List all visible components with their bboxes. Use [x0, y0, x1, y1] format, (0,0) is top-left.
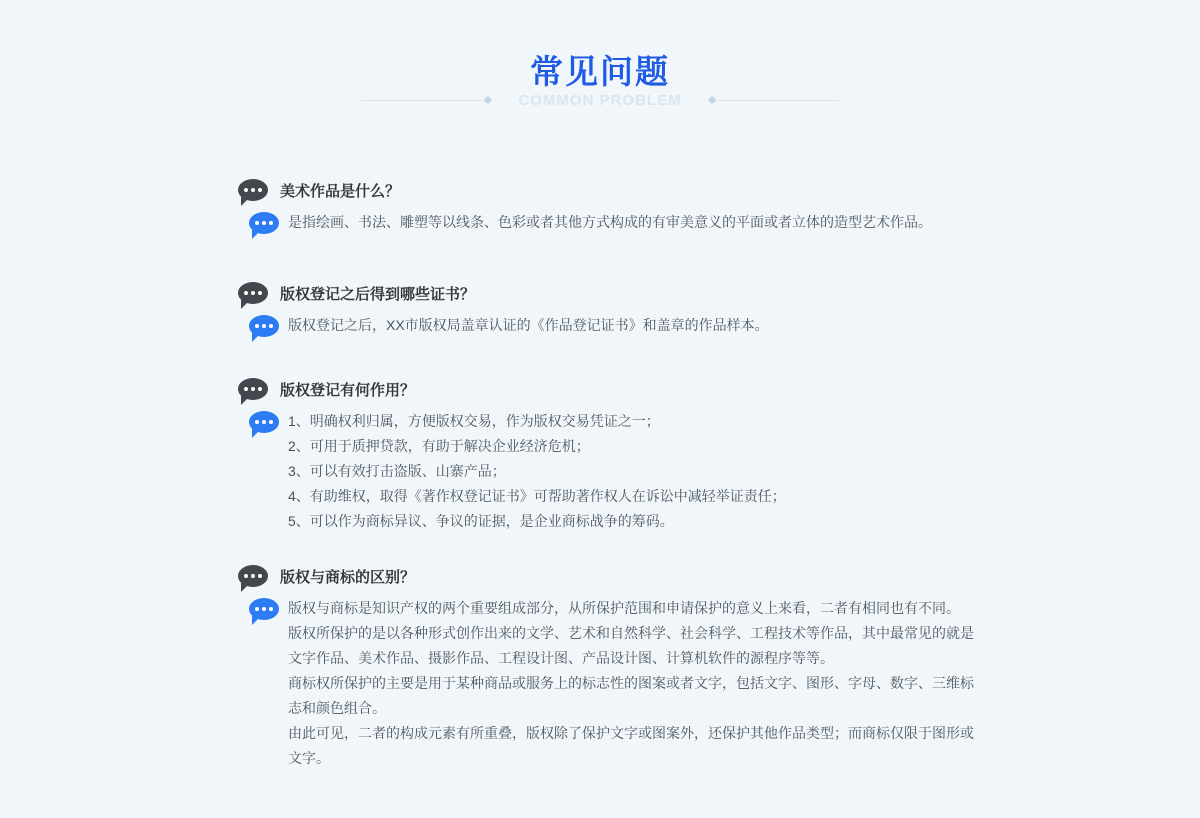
- faq-answer-text: [288, 313, 980, 338]
- faq-answer-text: [288, 596, 980, 771]
- faq-answer-line: 版权所保护的是以各种形式创作出来的文学、艺术和自然科学、社会科学、工程技术等作品，其中最常见的就是文字作品、美术作品、摄影作品、工程设计图、产品设计图、计算机软件的源程序等等。: [288, 625, 974, 666]
- faq-question-row: [238, 175, 998, 205]
- faq-question-row: [238, 278, 998, 308]
- faq-answer-row: [238, 210, 998, 240]
- answer-speech-bubble-icon: [249, 212, 279, 234]
- section-title: 常见问题: [530, 53, 670, 90]
- question-speech-bubble-icon: [238, 565, 268, 587]
- section-subtitle: COMMON PROBLEM: [518, 91, 682, 109]
- faq-answer-line: 是指绘画、书法、雕塑等以线条、色彩或者其他方式构成的有审美意义的平面或者立体的造型艺术作品。: [288, 214, 932, 230]
- faq-question-text: 版权登记有何作用？: [280, 381, 416, 399]
- faq-answer-line: 3、可以有效打击盗版、山寨产品；: [288, 463, 506, 479]
- faq-item: [238, 561, 998, 771]
- faq-question-row: [238, 374, 998, 404]
- faq-answer-row: [238, 409, 998, 534]
- faq-answer-line: 2、可用于质押贷款，有助于解决企业经济危机；: [288, 438, 590, 454]
- faq-answer-line: 商标权所保护的主要是用于某种商品或服务上的标志性的图案或者文字，包括文字、图形、字母、数字、三维标志和颜色组合。: [288, 675, 974, 716]
- question-speech-bubble-icon: [238, 179, 268, 201]
- faq-question-text: 版权登记之后得到哪些证书？: [280, 285, 476, 303]
- faq-item: [238, 278, 998, 343]
- faq-answer-row: [238, 596, 998, 771]
- section-header: [0, 0, 1200, 110]
- decorative-line-left: [361, 100, 488, 101]
- answer-speech-bubble-icon: [249, 598, 279, 620]
- faq-list: [238, 175, 998, 771]
- faq-answer-line: 1、明确权利归属，方便版权交易，作为版权交易凭证之一；: [288, 413, 660, 429]
- faq-question-text: 版权与商标的区别？: [280, 568, 416, 586]
- faq-item: [238, 374, 998, 534]
- faq-answer-line: 4、有助维权，取得《著作权登记证书》可帮助著作权人在诉讼中减轻举证责任；: [288, 488, 786, 504]
- subtitle-row: [0, 90, 1200, 110]
- faq-answer-row: [238, 313, 998, 343]
- faq-answer-line: 由此可见，二者的构成元素有所重叠，版权除了保护文字或图案外，还保护其他作品类型；而商标仅限于图形或文字。: [288, 725, 974, 766]
- question-speech-bubble-icon: [238, 282, 268, 304]
- faq-answer-line: 版权与商标是知识产权的两个重要组成部分，从所保护范围和申请保护的意义上来看，二者有相同也有不同。: [288, 600, 960, 616]
- faq-question-text: 美术作品是什么？: [280, 182, 401, 200]
- faq-answer-text: [288, 409, 980, 534]
- faq-answer-line: 5、可以作为商标异议、争议的证据，是企业商标战争的筹码。: [288, 513, 674, 529]
- faq-item: [238, 175, 998, 240]
- answer-speech-bubble-icon: [249, 411, 279, 433]
- faq-answer-text: [288, 210, 980, 235]
- faq-answer-line: 版权登记之后，XX市版权局盖章认证的《作品登记证书》和盖章的作品样本。: [288, 317, 769, 333]
- answer-speech-bubble-icon: [249, 315, 279, 337]
- faq-question-row: [238, 561, 998, 591]
- question-speech-bubble-icon: [238, 378, 268, 400]
- decorative-line-right: [712, 100, 839, 101]
